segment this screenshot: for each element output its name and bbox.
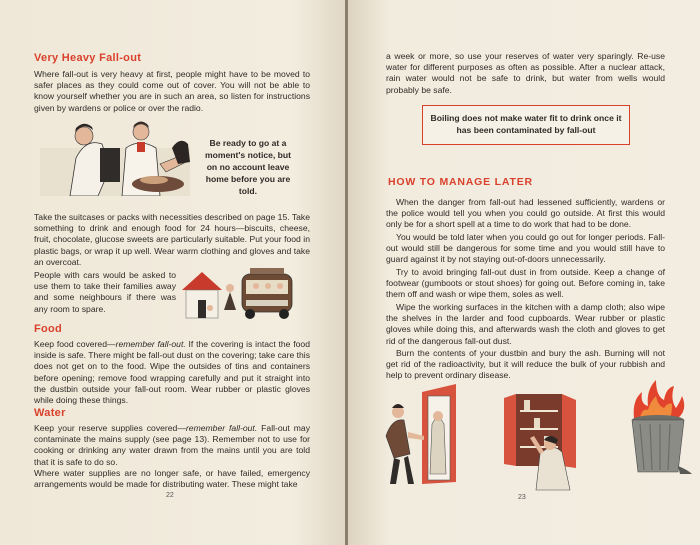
page-number-right: 23 bbox=[518, 494, 526, 501]
heading-very-heavy-fallout: Very Heavy Fall-out bbox=[34, 52, 142, 64]
cupboard-illustration bbox=[500, 394, 586, 492]
paragraph-food bbox=[34, 339, 310, 406]
doorway-illustration bbox=[378, 384, 464, 488]
paragraph-manage-3: Try to avoid bringing fall-out dust in from outside. Keep a change of footwear (gumboots or stout shoes) for going out. Before coming in, take them off and wash or wipe them, soles as well. bbox=[386, 267, 665, 300]
paragraph-manage-2: You would be told later when you could go out for longer periods. Fall-out would still be dangerous for some time and you would still have to guard against it by not staying out-of-doors unnecessarily. bbox=[386, 232, 665, 265]
left-page bbox=[0, 0, 346, 545]
family-illustration bbox=[40, 118, 200, 196]
water-rest-text: Fall-out may contaminate the mains supply (see page 13). Remember not to use for cooking or drinking any water drawn from the mains until you are told that it is safe to do so. bbox=[34, 423, 310, 467]
caption-be-ready: Be ready to go at a moment's notice, but on no account leave home before you are told. bbox=[204, 138, 292, 196]
page-number-left: 22 bbox=[166, 492, 174, 499]
paragraph-manage-1: When the danger from fall-out had lessened sufficiently, wardens or the police would tell you when you could go outside. At first this would only be for a short spell at a time to do work that had to be done. bbox=[386, 197, 665, 230]
heading-water: Water bbox=[34, 407, 66, 419]
food-emphasis-text: remember fall-out. bbox=[115, 339, 186, 349]
water-lead-text: Keep your reserve supplies covered— bbox=[34, 423, 186, 433]
food-lead-text: Keep food covered— bbox=[34, 339, 116, 349]
paragraph-water-1 bbox=[34, 423, 310, 468]
burning-dustbin-illustration bbox=[618, 374, 694, 480]
callout-boiling: Boiling does not make water fit to drink once it has been contaminated by fall-out bbox=[422, 105, 630, 145]
paragraph-suitcases: Take the suitcases or packs with necessities described on page 15. Take something to drink and enough food for 24 hours—biscuits, cheese, fruit, chocolate, glucose sweets are particularly suitable. Put your food in plastic bags, or wrap it up well. Wear warm clothing and gloves and take an overcoat. bbox=[34, 212, 310, 267]
paragraph-manage-5: Burn the contents of your dustbin and bury the ash. Burning will not get rid of the radioactivity, but it will reduce the bulk of your rubbish and help to prevent ordinary disease. bbox=[386, 348, 665, 381]
house-car-illustration bbox=[180, 262, 298, 322]
paragraph-fallout: Where fall-out is very heavy at first, people might have to be moved to safer places as they could come out of cover. You will not be able to know yourself whether you are in such an area, so listen for instructions given by wardens or police or over the radio. bbox=[34, 69, 310, 113]
water-emphasis-text: remember fall-out. bbox=[185, 423, 258, 433]
paragraph-water-2: Where water supplies are no longer safe, or have failed, emergency arrangements would be made for distributing water. These might take bbox=[34, 468, 310, 490]
food-rest-text: If the covering is intact the food inside is safe. There might be fall-out dust on the covering; take care this does not get on to the food. Wipe the outsides of tins and containers before opening; remove food wrapping carefully and put it straight into the dustbin outside your fall-out room. Wear rubber or plastic gloves while doing these things. bbox=[34, 339, 310, 406]
paragraph-cars: People with cars would be asked to use them to take their families away and some neighbours if there was any room to spare. bbox=[34, 270, 176, 314]
paragraph-water-continued: a week or more, so use your reserves of water very sparingly. Re-use water for different purposes as often as possible. After a nuclear attack, rain water would not be safe to drink, but water from wells would probably be safe. bbox=[386, 51, 665, 95]
paragraph-manage-4: Wipe the working surfaces in the kitchen with a damp cloth; also wipe the shelves in the larder and food cupboards. Wear rubber or plastic gloves while doing this, and afterwards wash the cloth and gloves to get rid of the dangerous fall-out dust. bbox=[386, 302, 665, 346]
right-page bbox=[348, 0, 700, 545]
heading-how-to-manage-later: HOW TO MANAGE LATER bbox=[388, 176, 533, 188]
heading-food: Food bbox=[34, 323, 63, 335]
